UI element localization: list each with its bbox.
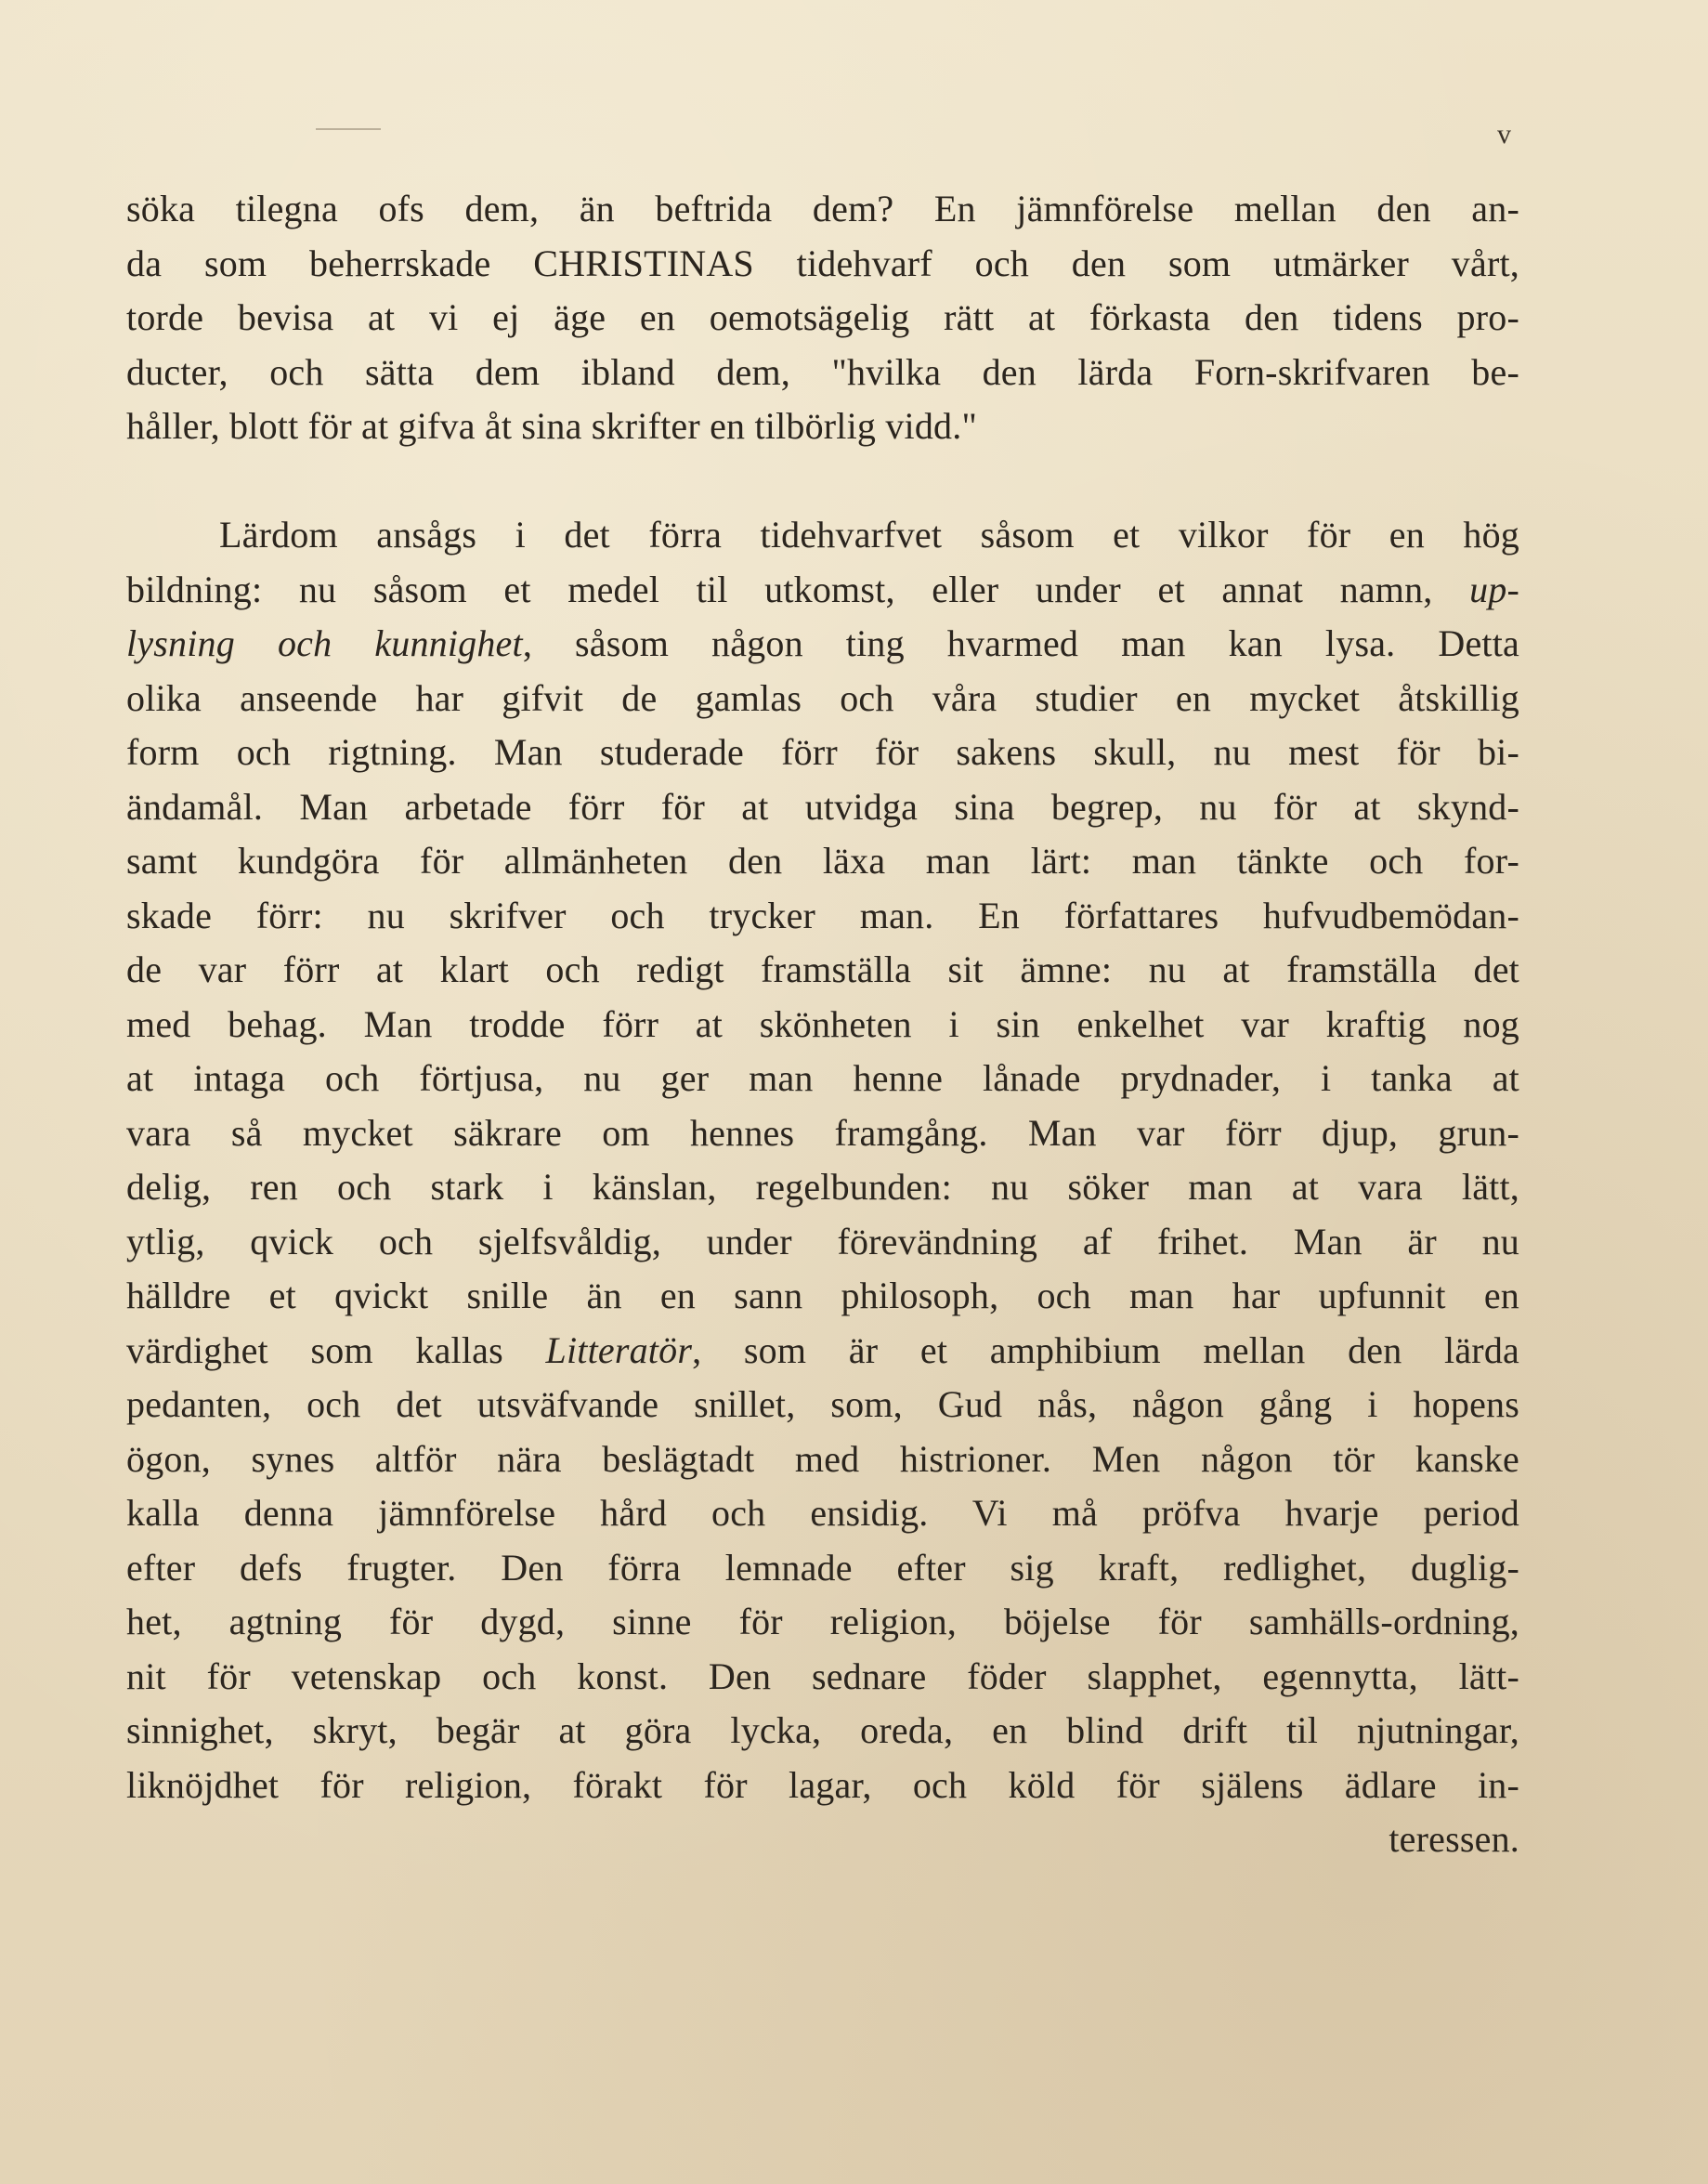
text-line: med behag. Man trodde förr at skönheten i sin enkelhet var kraftig nog <box>126 1002 1519 1045</box>
text-line: efter defs frugter. Den förra lemnade efter sig kraft, redlighet, duglig- <box>126 1546 1519 1589</box>
text-line: nit för vetenskap och konst. Den sednare föder slapphet, egennytta, lätt- <box>126 1654 1519 1697</box>
italic-word: up- <box>1469 568 1519 610</box>
text-line: form och rigtning. Man studerade förr för sakens skull, nu mest för bi- <box>126 731 1519 773</box>
text-line <box>126 1324 1519 1379</box>
text-line-segment: bildning: nu såsom et medel til utkomst, eller under et annat namn, <box>126 568 1433 610</box>
text-line: torde bevisa at vi ej äge en oemotsägelig rätt at förkasta den tidens pro- <box>126 296 1519 338</box>
text-line: pedanten, och det utsväfvande snillet, som, Gud nås, någon gång i hopens <box>126 1383 1519 1425</box>
text-line: het, agtning för dygd, sinne för religion, böjelse för samhälls-ordning, <box>126 1601 1519 1642</box>
text-line-segment: , som är et amphibium mellan den lärda <box>692 1328 1519 1371</box>
body-text <box>126 182 1519 1867</box>
text-line: hälldre et qvickt snille än en sann philosoph, och man har upfunnit en <box>126 1275 1519 1316</box>
signature-mark: v <box>1497 119 1511 150</box>
text-line: ytlig, qvick och sjelfsvåldig, under förevändning af frihet. Man är nu <box>126 1220 1519 1262</box>
text-line: samt kundgöra för allmänheten den läxa man lärt: man tänkte och for- <box>126 840 1519 882</box>
text-line <box>126 617 1519 672</box>
text-line: vara så mycket säkrare om hennes framgång. Man var förr djup, grun- <box>126 1111 1519 1154</box>
text-line: delig, ren och stark i känslan, regelbunden: nu söker man at vara lätt, <box>126 1166 1519 1208</box>
text-line: liknöjdhet för religion, förakt för lagar, och köld för själens ädlare in- <box>126 1763 1519 1806</box>
text-line: ändamål. Man arbetade förr för at utvidga sina begrep, nu för at skynd- <box>126 785 1519 828</box>
text-line: håller, blott för at gifva åt sina skrifter en tilbörlig vidd." <box>126 405 977 447</box>
top-rule <box>316 128 381 130</box>
text-line: sinnighet, skryt, begär at göra lycka, oreda, en blind drift til njutningar, <box>126 1709 1519 1751</box>
text-line: kalla denna jämnförelse hård och ensidig. Vi må pröfva hvarje period <box>126 1492 1519 1534</box>
text-line: teressen. <box>1389 1818 1519 1860</box>
text-line-segment: värdighet som kallas <box>126 1328 503 1371</box>
text-line: ögon, synes altför nära beslägtadt med histrioner. Men någon tör kanske <box>126 1437 1519 1480</box>
text-line: söka tilegna ofs dem, än beftrida dem? En jämnförelse mellan den an- <box>126 188 1519 229</box>
text-line: skade förr: nu skrifver och trycker man. En författares hufvudbemödan- <box>126 894 1519 936</box>
text-line: olika anseende har gifvit de gamlas och våra studier en mycket åtskillig <box>126 676 1519 719</box>
text-line: da som beherrskade CHRISTINAS tidehvarf och den som utmärker vårt, <box>126 242 1519 284</box>
text-line <box>126 563 1519 618</box>
italic-phrase: lysning och kunnighet <box>126 622 523 664</box>
text-line: ducter, och sätta dem ibland dem, "hvilka den lärda Forn-skrifvaren be- <box>126 350 1519 393</box>
text-line: Lärdom ansågs i det förra tidehvarfvet såsom et vilkor för en hög <box>219 514 1519 556</box>
text-line: de var förr at klart och redigt framställa sit ämne: nu at framställa det <box>126 948 1519 990</box>
italic-word: Litteratör <box>545 1328 693 1371</box>
text-line-segment: , såsom någon ting hvarmed man kan lysa. Detta <box>522 622 1519 664</box>
paragraph-gap <box>126 454 1519 509</box>
text-line: at intaga och förtjusa, nu ger man henne lånade prydnader, i tanka at <box>126 1057 1519 1099</box>
